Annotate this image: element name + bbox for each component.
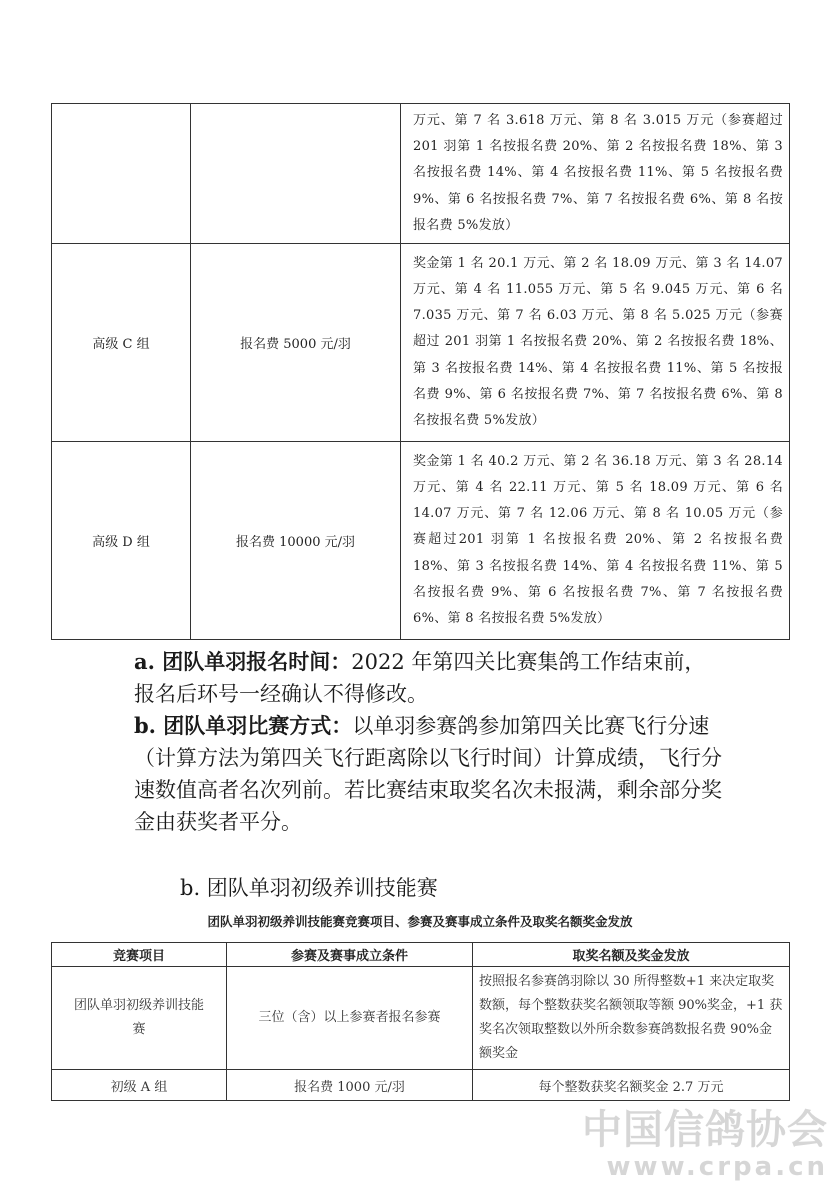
table-row [52,1070,790,1101]
watermark [582,1108,828,1182]
group-cell [52,104,191,244]
paragraph-a-text: 2022 年第四关比赛集鸽工作结束前，报名后环号一经确认不得修改。 [134,650,706,706]
paragraph-b [134,710,724,838]
watermark-url: www.crpa.cn [606,1152,828,1182]
table-row [52,104,790,244]
item-cell: 团队单羽初级养训技能赛 [52,967,227,1070]
fee-cell [191,104,401,244]
fee-cell: 报名费 10000 元/羽 [191,442,401,640]
paragraph-a [134,646,724,710]
group-cell: 高级 C 组 [52,244,191,442]
paragraph-b-label: b. 团队单羽比赛方式： [134,713,353,738]
prize-cell: 奖金第 1 名 40.2 万元、第 2 名 36.18 万元、第 3 名 28.14 万元、第 4 名 22.11 万元、第 5 名 18.09 万元、第 6 名 14.07 万元、第 7 名 12.06 万元、第 8 名 10.05 万元（参赛超过201 羽第 1 名按报名费 20%、第 2 名按报名费 18%、第 3 名按报名费 14%、第 4 名按报名费 11%、第 5 名按报名费 9%、第 6 名按报名费 7%、第 7 名按报名费 6%、第 8 名按报名费 5%发放） [401,442,790,640]
award-cell: 按照报名参赛鸽羽除以 30 所得整数+1 来决定取奖数额，每个整数获奖名额领取等额 90%奖金，+1 获奖名次领取整数以外所余数参赛鸽数报名费 90%金额奖金 [473,967,790,1070]
fee-cell: 报名费 5000 元/羽 [191,244,401,442]
paragraph-b-text: 以单羽参赛鸽参加第四关比赛飞行分速（计算方法为第四关飞行距离除以飞行时间）计算成绩，飞行分速数值高者名次列前。若比赛结束取奖名次未报满，剩余部分奖金由获奖者平分。 [134,714,722,834]
header-item: 竞赛项目 [52,943,227,967]
table-row [52,244,790,442]
prize-cell: 奖金第 1 名 20.1 万元、第 2 名 18.09 万元、第 3 名 14.07 万元、第 4 名 11.055 万元、第 5 名 9.045 万元、第 6 名 7.035 万元、第 7 名 6.03 万元、第 8 名 5.025 万元（参赛超过 201 羽第 1 名按报名费 20%、第 2 名按报名费 18%、第 3 名按报名费 14%、第 4 名按报名费 11%、第 5 名按报名费 9%、第 6 名按报名费 7%、第 7 名按报名费 6%、第 8 名按报名费 5%发放） [401,244,790,442]
header-condition: 参赛及赛事成立条件 [227,943,473,967]
condition-cell: 报名费 1000 元/羽 [227,1070,473,1101]
table-row [52,967,790,1070]
table-row [52,442,790,640]
table-caption: 团队单羽初级养训技能赛竞赛项目、参赛及赛事成立条件及取奖名额奖金发放 [207,914,633,929]
item-cell: 初级 A 组 [52,1070,227,1101]
condition-cell: 三位（含）以上参赛者报名参赛 [227,967,473,1070]
table-header-row [52,943,790,967]
header-award: 取奖名额及奖金发放 [473,943,790,967]
prize-table-bottom [51,942,790,1101]
group-cell: 高级 D 组 [52,442,191,640]
prize-cell: 万元、第 7 名 3.618 万元、第 8 名 3.015 万元（参赛超过201 羽第 1 名按报名费 20%、第 2 名按报名费 18%、第 3 名按报名费 14%、第 4 名按报名费 11%、第 5 名按报名费 9%、第 6 名按报名费 7%、第 7 名按报名费 6%、第 8 名按报名费 5%发放） [401,104,790,244]
section-subtitle: b. 团队单羽初级养训技能赛 [180,876,438,900]
prize-table-top [51,103,790,640]
watermark-name: 中国信鸽协会 [582,1107,828,1153]
paragraph-a-label: a. 团队单羽报名时间： [134,649,352,674]
award-cell: 每个整数获奖名额奖金 2.7 万元 [473,1070,790,1101]
